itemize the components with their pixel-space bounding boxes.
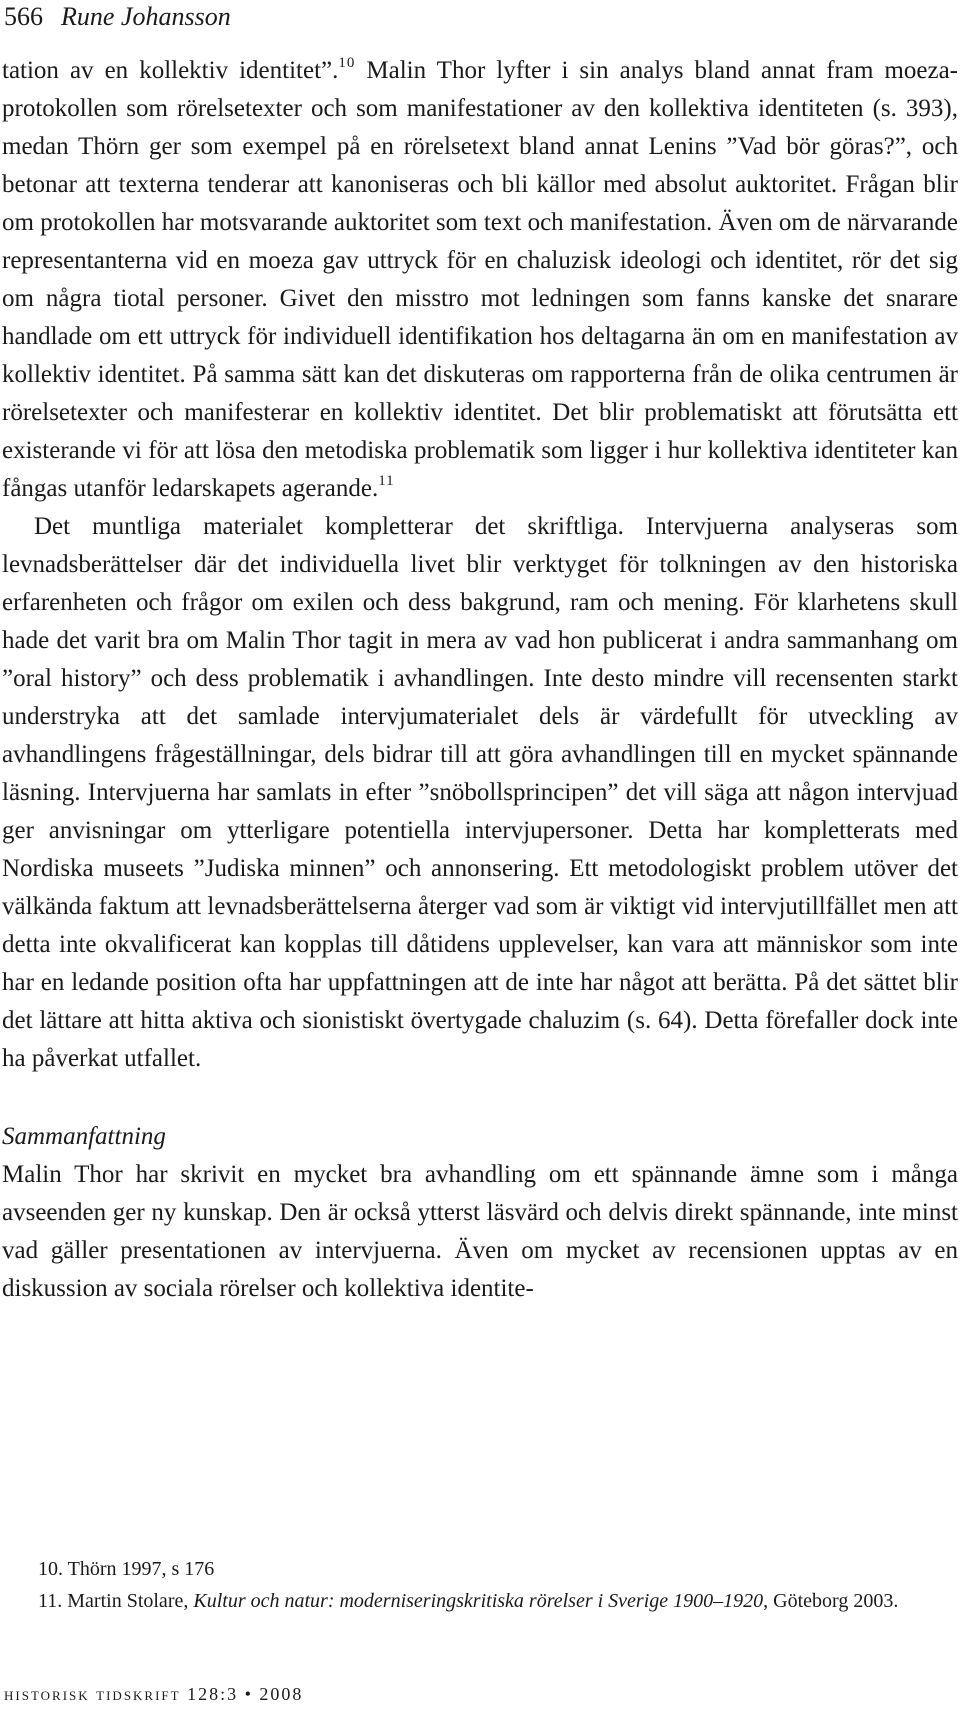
paragraph-continued: [2, 52, 958, 508]
footnote-number: 10.: [38, 1558, 63, 1580]
running-head-author: Rune Johansson: [61, 2, 231, 31]
footnote-reference-11: 11: [378, 473, 395, 489]
paragraph-text: Malin Thor lyfter i sin analys bland annat fram moeza-protokollen som rörelsetexter och som manifestationer av den kollektiva identiteten (s. 393), medan Thörn ger som exempel på en rörelsetext bland annat Lenins ”Vad bör göras?”, och betonar att texterna tenderar att kanoniseras och bli källor med absolut auktoritet. Frågan blir om protokollen har motsvarande auktoritet som text och manifestation. Även om de närvarande representanterna vid en moeza gav uttryck för en chaluzisk ideologi och identitet, rör det sig om några tiotal personer. Givet den misstro mot ledningen som fanns kanske det snarare handlade om ett uttryck för individuell identifikation hos deltagarna än om en manifestation av kollektiv identitet. På samma sätt kan det diskuteras om rapporterna från de olika centrumen är rörelsetexter och manifesterar en kollektiv identitet. Det blir problematiskt att förutsätta ett existerande vi för att lösa den metodiska problematik som ligger i hur kollektiva identiteter kan fångas utanför ledarskapets agerande.: [2, 57, 958, 502]
footnote-10: [2, 1553, 958, 1585]
page-number: 566: [4, 2, 43, 31]
paragraph-summary: Malin Thor har skrivit en mycket bra avhandling om ett spännande ämne som i många avseenden ger ny kunskap. Den är också ytterst läsvärd och delvis direkt spännande, inte minst vad gäller presentationen av intervjuerna. Även om mycket av recensionen upptas av en diskussion av sociala rörelser och kollektiva identite-: [2, 1161, 958, 1302]
footnote-author: Martin Stolare,: [67, 1590, 194, 1612]
footnote-reference-10: 10: [338, 55, 356, 71]
footnote-publication: , Göteborg 2003.: [763, 1590, 899, 1612]
footnote-book-title: Kultur och natur: moderniseringskritiska rörelser i Sverige 1900–1920: [193, 1590, 764, 1612]
body-text: [2, 52, 958, 1308]
running-foot-journal: historisk tidskrift 128:3 • 2008: [4, 1684, 304, 1704]
paragraph-oral-material: Det muntliga materialet kompletterar det skriftliga. Intervjuerna analyseras som levnadsberättelser där det individuella livet blir verktyget för tolkningen av den historiska erfarenheten och frågor om exilen och dess bakgrund, ram och mening. För klarhetens skull hade det varit bra om Malin Thor tagit in mera av vad hon publicerat i andra sammanhang om ”oral history” och dess problematik i avhandlingen. Inte desto mindre vill recensenten starkt understryka att det samlade intervjumaterialet dels är värdefullt för utveckling av avhandlingens frågeställningar, dels bidrar till att göra avhandlingen till en mycket spännande läsning. Intervjuerna har samlats in efter ”snöbollsprincipen” det vill säga att någon intervjuad ger anvisningar om ytterligare potentiella intervjupersoner. Detta har kompletterats med Nordiska museets ”Judiska minnen” och annonsering. Ett metodologiskt problem utöver det välkända faktum att levnadsberättelserna återger vad som är viktigt vid intervjutillfället men att detta inte okvalificerat kan kopplas till dåtidens upplevelser, kan vara att människor som inte har en ledande position ofta har uppfattningen att de inte har något att berätta. På det sättet blir det lättare att hitta aktiva och sionistiskt övertygade chaluzim (s. 64). Detta förefaller dock inte ha påverkat utfallet.: [2, 513, 958, 1072]
footnotes: [2, 1553, 958, 1617]
paragraph-text: tation av en kollektiv identitet”.: [2, 57, 339, 84]
footnote-text: Thörn 1997, s 176: [67, 1558, 215, 1580]
section-heading-summary: Sammanfattning: [2, 1123, 166, 1150]
footnote-number: 11.: [38, 1590, 63, 1612]
running-head: [4, 0, 231, 34]
footnote-11: [2, 1585, 958, 1617]
